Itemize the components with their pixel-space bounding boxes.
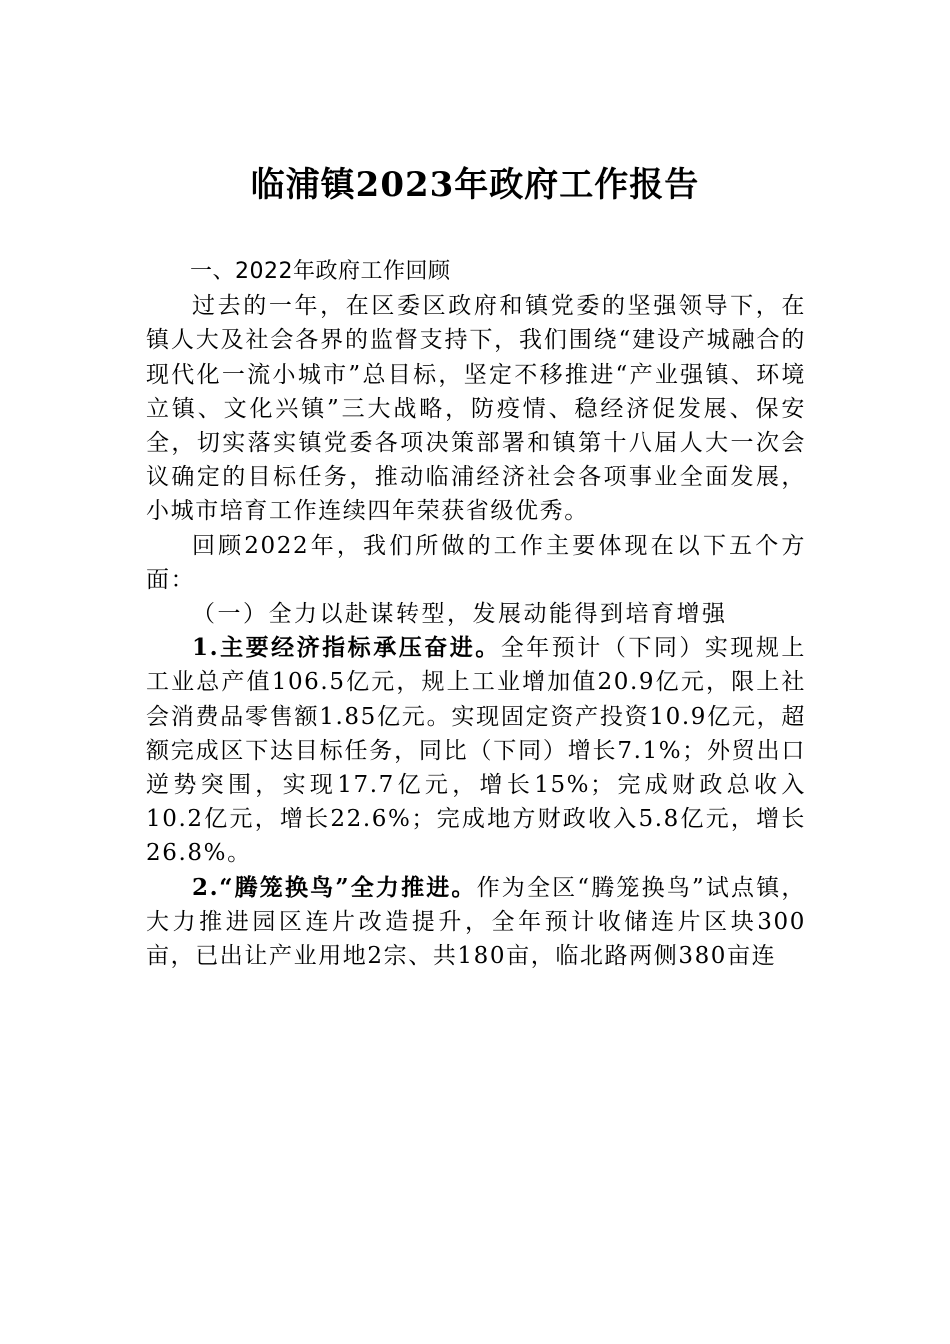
subsection-heading: （一）全力以赴谋转型，发展动能得到培育增强 [192,601,728,628]
document-body [146,255,806,973]
item-1-text: 全年预计（下同）实现规上工业总产值106.5亿元，规上工业增加值20.9亿元，限上社会消费品零售额1.85亿元。实现固定资产投资10.9亿元，超额完成区下达目标任务，同比（下同）增长7.1%；外贸出口逆势突围，实现17.7亿元，增长15%；完成财政总收入10.2亿元，增长22.6%；完成地方财政收入5.8亿元，增长26.8%。 [146,635,807,867]
item-2-lead: 2.“腾笼换鸟”全力推进。 [192,873,477,901]
page-title: 临浦镇2023年政府工作报告 [250,165,700,205]
intro-paragraph: 过去的一年，在区委区政府和镇党委的坚强领导下，在镇人大及社会各界的监督支持下，我们围绕“建设产城融合的现代化一流小城市”总目标，坚定不移推进“产业强镇、环境立镇、文化兴镇”三大战略，防疫情、稳经济促发展、保安全，切实落实镇党委各项决策部署和镇第十八届人大一次会议确定的目标任务，推动临浦经济社会各项事业全面发展，小城市培育工作连续四年荣获省级优秀。 [146,293,806,525]
review-paragraph: 回顾2022年，我们所做的工作主要体现在以下五个方面： [146,532,806,593]
item-2-paragraph [146,871,806,974]
item-1-lead: 1.主要经济指标承压奋进。 [192,634,501,662]
item-2-text: 作为全区“腾笼换鸟”试点镇，大力推进园区连片改造提升，全年预计收储连片区块300亩，已出让产业用地2宗、共180亩，临北路两侧380亩连 [146,874,806,970]
item-1-paragraph [146,631,806,870]
section-heading: 一、2022年政府工作回顾 [190,259,451,284]
